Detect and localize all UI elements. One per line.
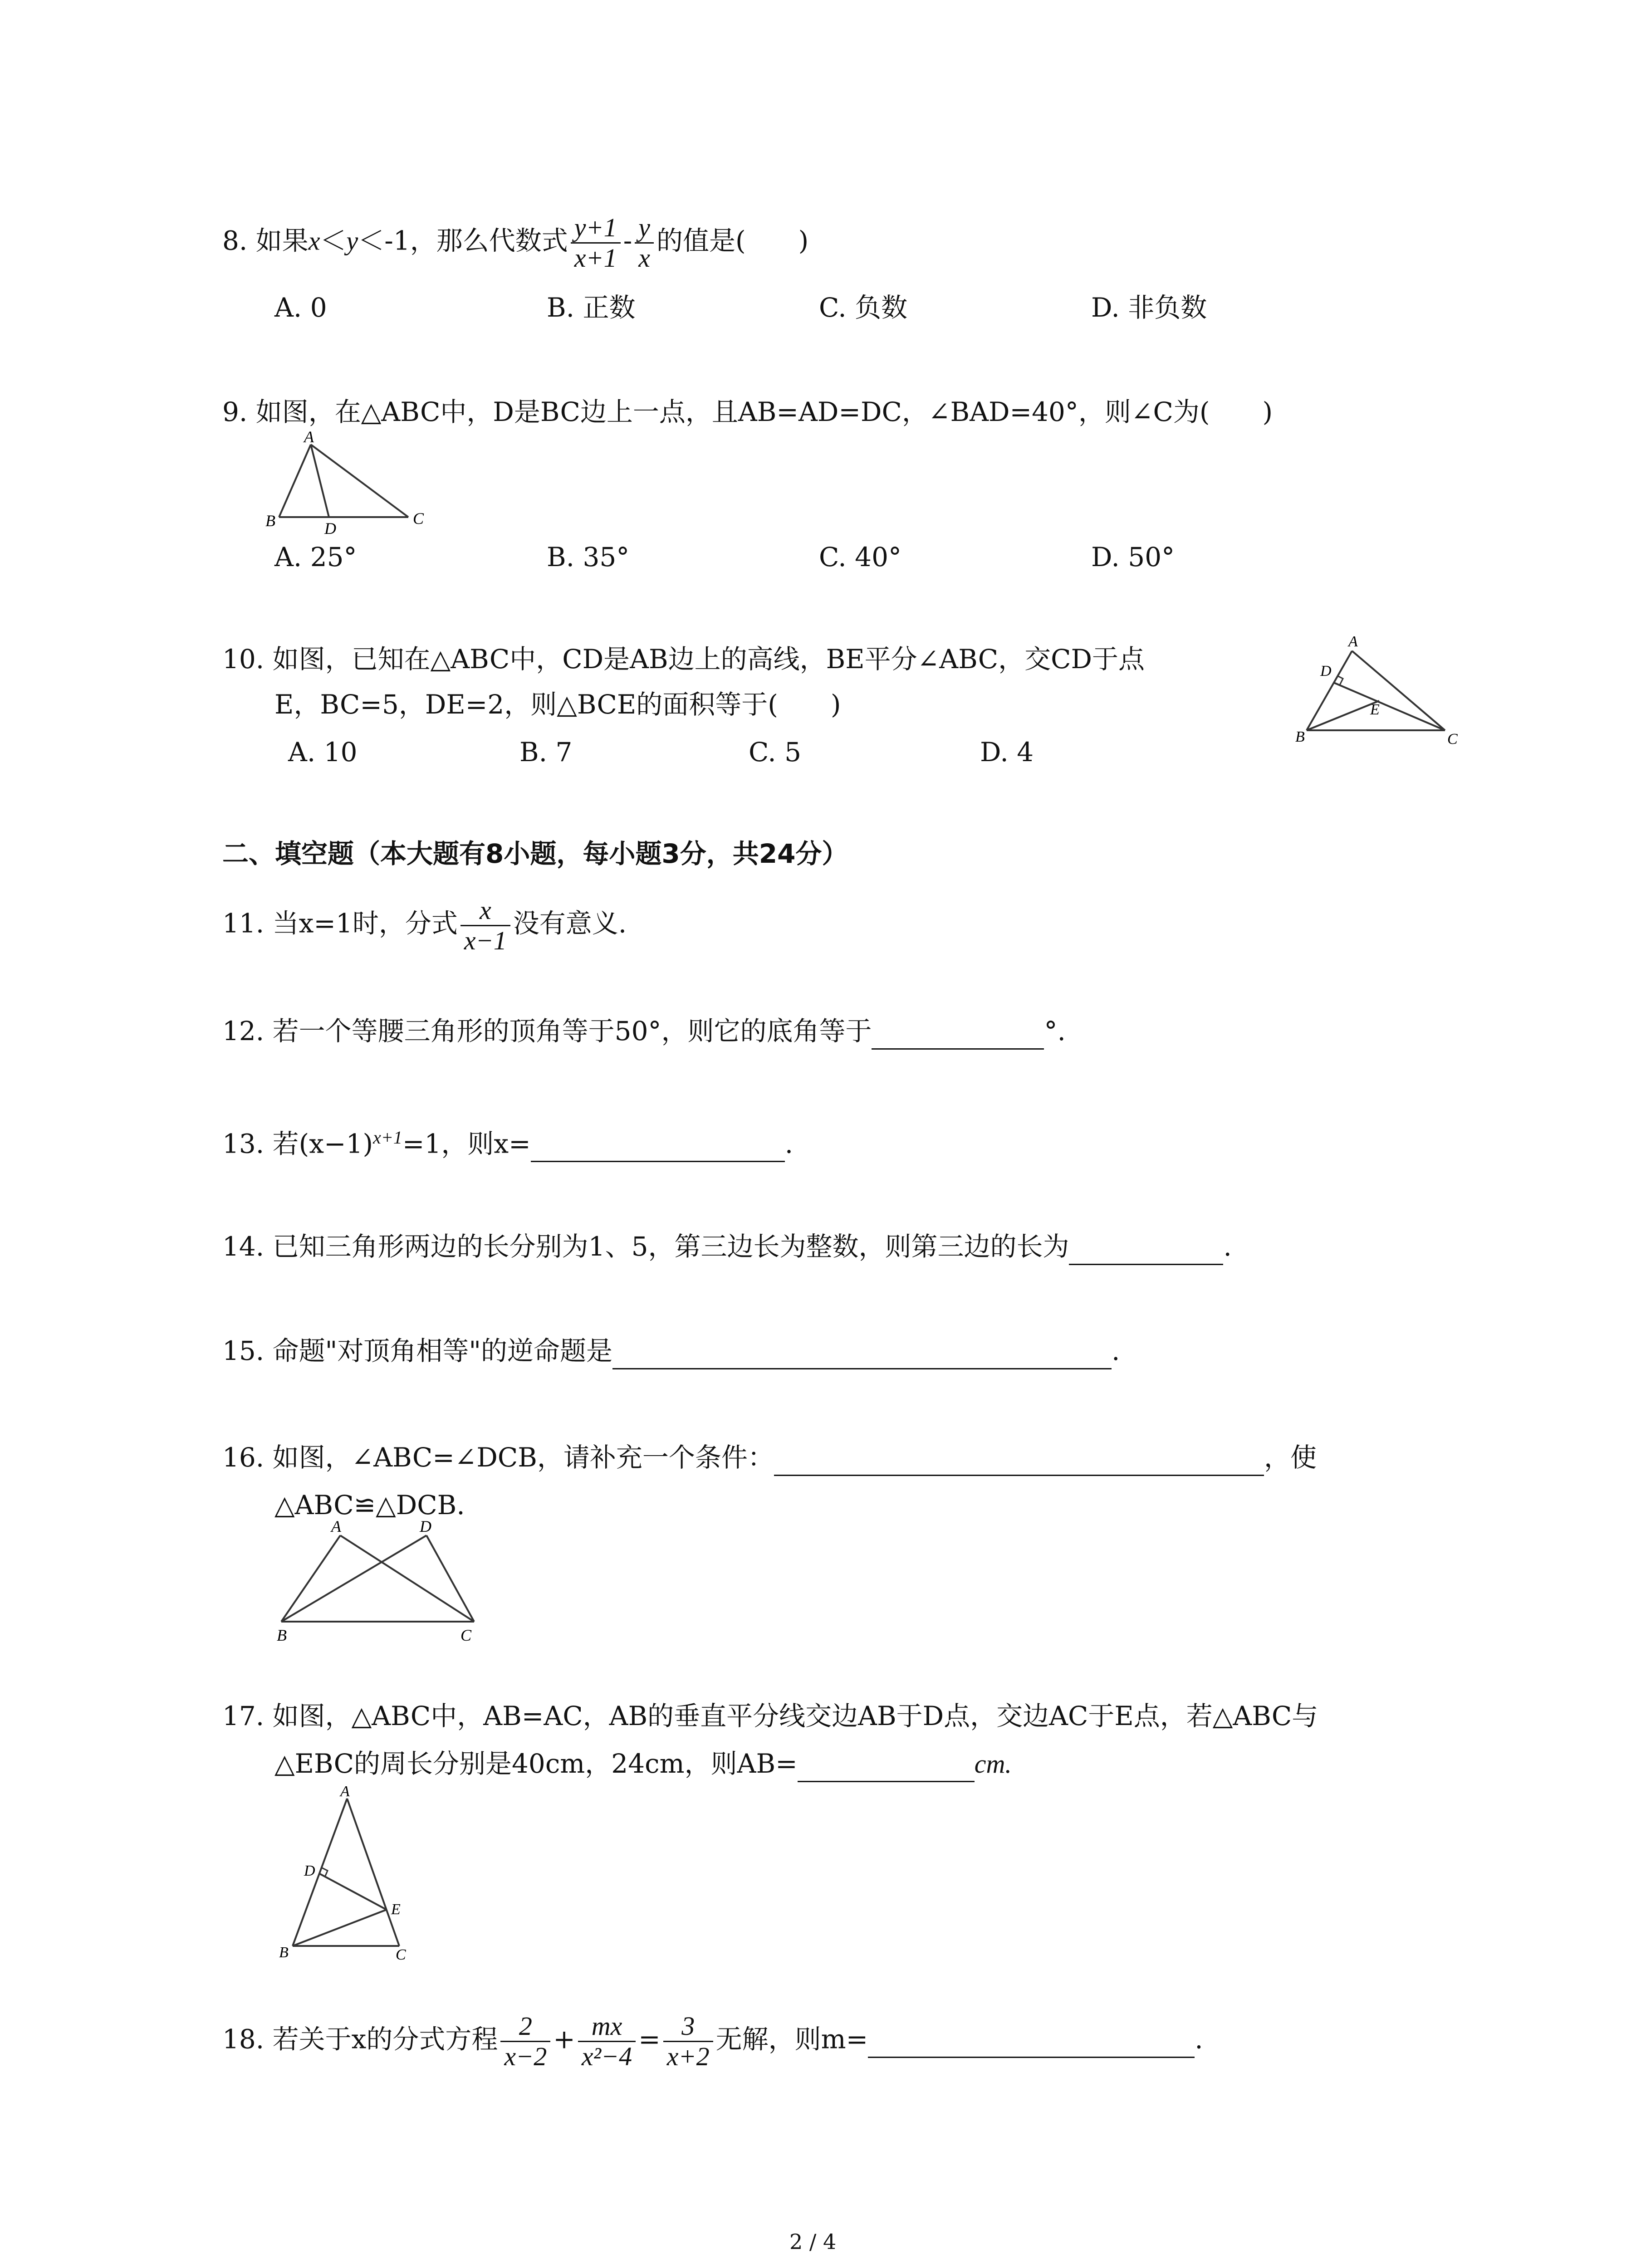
q9-option-c[interactable]: C. 40° <box>819 542 901 572</box>
q17-triangle-figure <box>272 1785 422 1966</box>
q18-mid: 无解，则m= <box>715 2024 868 2055</box>
q8-option-a[interactable]: A. 0 <box>274 292 327 323</box>
q16-label-b: B <box>277 1626 287 1644</box>
q8-frac1-num: y+1 <box>571 213 621 244</box>
q8-option-d[interactable]: D. 非负数 <box>1091 292 1207 323</box>
q10-option-d[interactable]: D. 4 <box>980 737 1034 767</box>
q9-triangle-figure <box>261 429 442 535</box>
q13-prefix: 13. 若(x−1) <box>222 1128 373 1159</box>
q17-label-a: A <box>340 1785 350 1800</box>
q8-suffix: 的值是( ) <box>656 225 809 256</box>
q10-label-e: E <box>1370 701 1380 718</box>
q8-option-c[interactable]: C. 负数 <box>819 292 908 323</box>
q10-label-b: B <box>1295 728 1305 745</box>
q18-prefix: 18. 若关于x的分式方程 <box>222 2024 498 2055</box>
q16-line-1 <box>222 1440 1317 1476</box>
question-12 <box>222 1014 1066 1050</box>
q17-label-e: E <box>391 1901 401 1918</box>
q14-answer-blank[interactable] <box>1069 1229 1223 1265</box>
q14-suffix: . <box>1223 1231 1232 1262</box>
q11-frac-den: x−1 <box>464 926 507 955</box>
q18-f1-den: x−2 <box>504 2042 547 2071</box>
question-13 <box>222 1120 793 1162</box>
q9-label-b: B <box>265 512 275 530</box>
q10-option-c[interactable]: C. 5 <box>749 737 802 767</box>
q18-fraction-1 <box>500 2012 550 2071</box>
section-fill-in-blanks-heading: 二、填空题（本大题有8小题，每小题3分，共24分） <box>222 838 848 869</box>
q10-option-a[interactable]: A. 10 <box>288 737 358 767</box>
q18-eq: = <box>638 2024 661 2055</box>
question-8 <box>222 213 808 273</box>
q18-f1-num: 2 <box>500 2012 550 2042</box>
q18-plus: + <box>553 2024 575 2055</box>
q17-answer-blank[interactable] <box>798 1746 975 1782</box>
q10-label-a: A <box>1348 633 1358 650</box>
q17-line-1: 17. 如图，△ABC中，AB=AC，AB的垂直平分线交边AB于D点，交边AC于E点，若△ABC与 <box>222 1701 1318 1731</box>
q14-prefix: 14. 已知三角形两边的长分别为1、5，第三边长为整数，则第三边的长为 <box>222 1231 1069 1262</box>
q18-f2-num: mx <box>578 2012 636 2042</box>
q11-prefix: 11. 当x=1时，分式 <box>222 908 458 939</box>
q17-suffix: cm. <box>974 1749 1012 1779</box>
q9-label-d: D <box>324 519 336 535</box>
q9-option-a[interactable]: A. 25° <box>274 542 357 572</box>
q11-suffix: 没有意义. <box>513 908 627 939</box>
q16-label-a: A <box>331 1517 341 1535</box>
q15-answer-blank[interactable] <box>612 1334 1112 1369</box>
q9-label-c: C <box>413 509 424 528</box>
q10-option-b[interactable]: B. 7 <box>519 737 573 767</box>
q10-line-1: 10. 如图，已知在△ABC中，CD是AB边上的高线，BE平分∠ABC，交CD于点 <box>222 644 1145 675</box>
q16-label-d: D <box>420 1517 431 1535</box>
question-11 <box>222 896 627 955</box>
q17-label-b: B <box>279 1944 289 1961</box>
q8-frac2-num: y <box>635 213 654 244</box>
q11-frac-num: x <box>460 896 510 926</box>
q10-triangle-figure <box>1288 631 1465 753</box>
q8-fraction-1 <box>571 213 621 273</box>
q10-line-2: E，BC=5，DE=2，则△BCE的面积等于( ) <box>274 689 841 720</box>
q16-label-c: C <box>460 1626 472 1644</box>
q15-suffix: . <box>1112 1335 1120 1366</box>
q16-answer-blank[interactable] <box>774 1440 1264 1476</box>
q11-fraction <box>460 896 510 955</box>
q8-frac2-den: x <box>638 243 651 273</box>
q8-var-y: y <box>346 226 358 256</box>
q16-suffix: ，使 <box>1264 1442 1317 1473</box>
q8-fraction-2 <box>635 213 654 273</box>
q12-prefix: 12. 若一个等腰三角形的顶角等于50°，则它的底角等于 <box>222 1016 872 1046</box>
question-14 <box>222 1229 1232 1265</box>
q18-fraction-3 <box>663 2012 713 2071</box>
question-15 <box>222 1334 1120 1369</box>
q17-label-d: D <box>304 1862 315 1879</box>
q17-prefix: △EBC的周长分别是40cm，24cm，则AB= <box>274 1748 798 1779</box>
q8-lt: ＜ <box>320 225 347 256</box>
q18-suffix: . <box>1195 2024 1203 2055</box>
q16-prefix: 16. 如图，∠ABC=∠DCB，请补充一个条件： <box>222 1442 774 1473</box>
q9-option-d[interactable]: D. 50° <box>1091 542 1175 572</box>
q18-f3-den: x+2 <box>666 2042 710 2071</box>
q16-triangles-figure <box>268 1517 490 1653</box>
q8-option-b[interactable]: B. 正数 <box>547 292 636 323</box>
q8-cond-tail: ＜-1，那么代数式 <box>358 225 568 256</box>
q18-fraction-2 <box>578 2012 636 2071</box>
q13-answer-blank[interactable] <box>531 1126 785 1162</box>
q16-line-2: △ABC≌△DCB. <box>274 1490 465 1520</box>
q10-label-d: D <box>1320 663 1332 679</box>
q17-label-c: C <box>396 1946 406 1963</box>
q10-label-c: C <box>1447 731 1458 748</box>
q17-line-2 <box>274 1746 1012 1782</box>
q8-prefix: 8. 如果 <box>222 225 309 256</box>
q8-frac1-den: x+1 <box>574 243 617 273</box>
page-number: 2 / 4 <box>789 2229 837 2254</box>
q9-label-a: A <box>304 429 314 446</box>
question-9: 9. 如图，在△ABC中，D是BC边上一点，且AB=AD=DC，∠BAD=40°，则∠C为( ) <box>222 396 1273 427</box>
q18-f3-num: 3 <box>663 2012 713 2042</box>
q13-mid: =1，则x= <box>402 1128 531 1159</box>
q13-suffix: . <box>784 1128 794 1159</box>
q9-option-b[interactable]: B. 35° <box>547 542 630 572</box>
q8-minus: - <box>623 225 632 256</box>
q12-answer-blank[interactable] <box>872 1014 1044 1050</box>
q15-prefix: 15. 命题"对顶角相等"的逆命题是 <box>222 1335 613 1366</box>
q18-f2-den: x²−4 <box>581 2042 632 2071</box>
q8-var-x: x <box>308 226 320 256</box>
q18-answer-blank[interactable] <box>868 2022 1195 2058</box>
q13-exponent: x+1 <box>373 1127 402 1148</box>
q12-suffix: °. <box>1044 1016 1066 1046</box>
question-18 <box>222 2012 1203 2071</box>
